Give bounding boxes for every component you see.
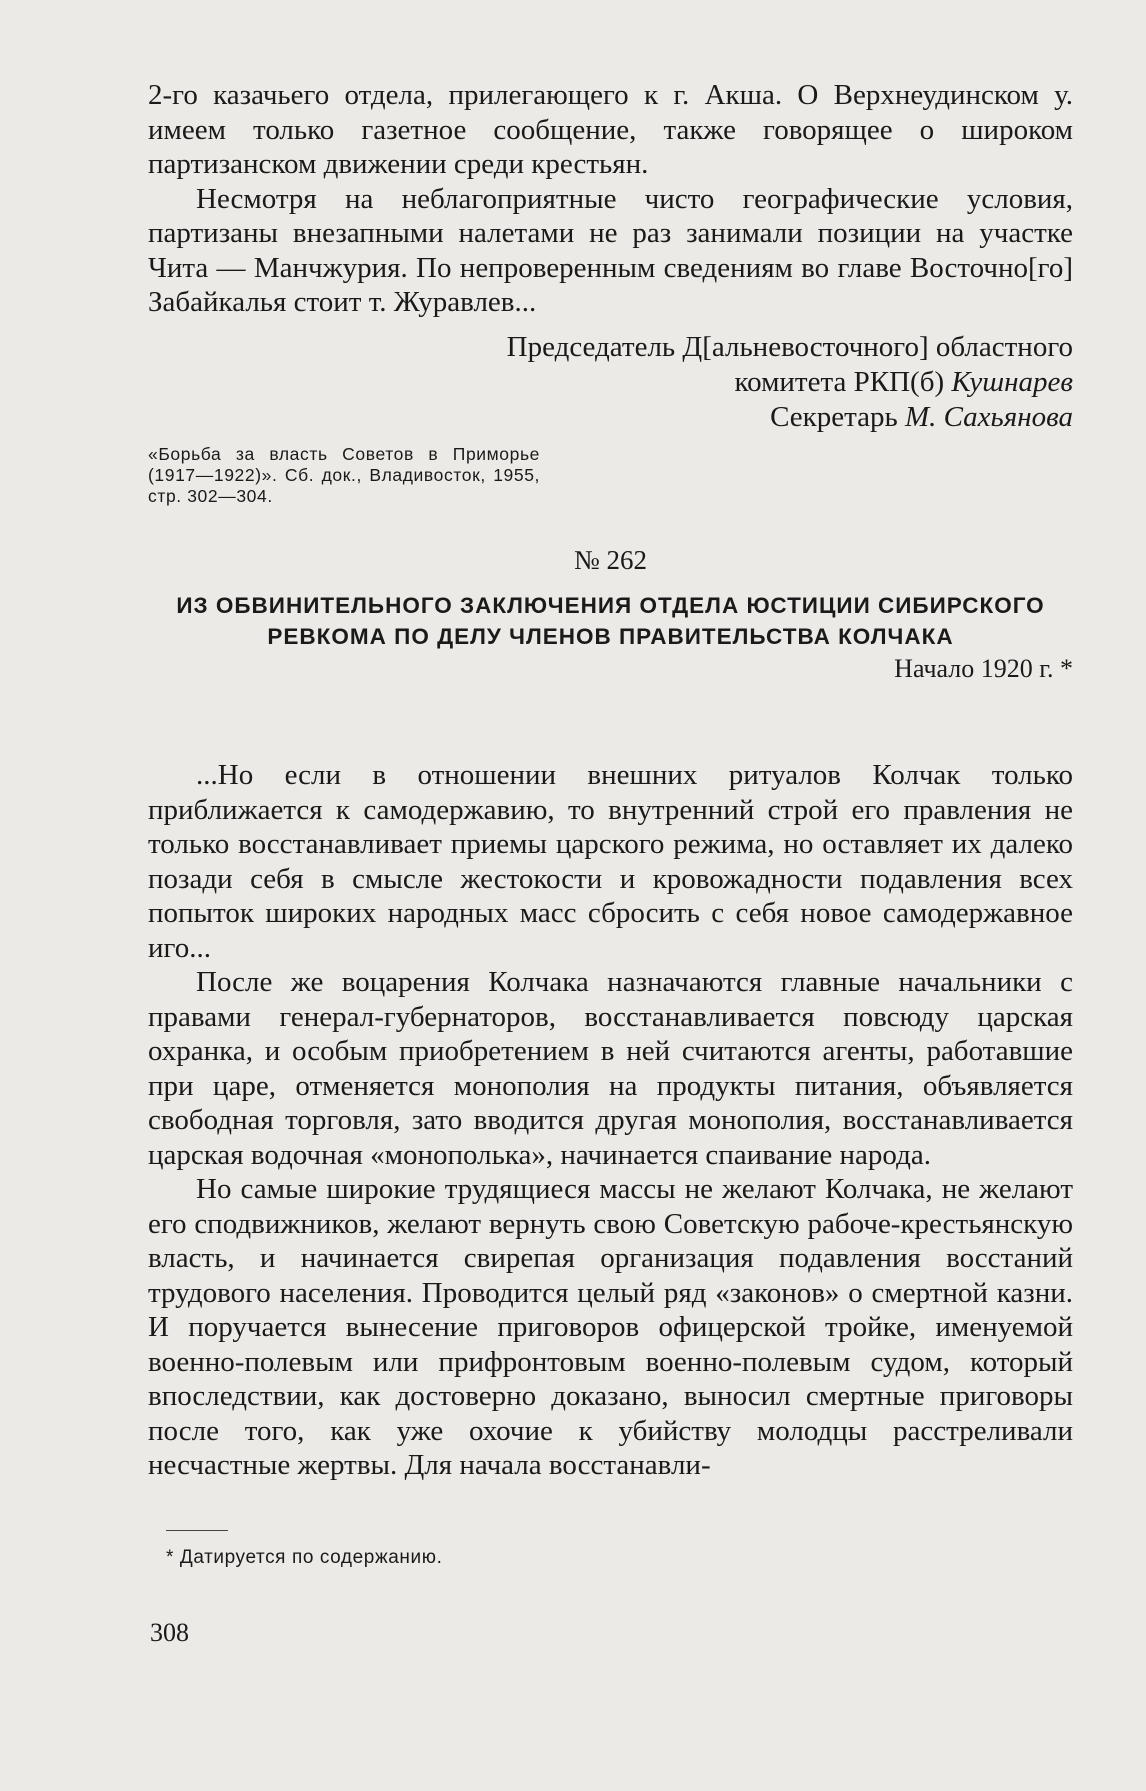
page-number: 308 xyxy=(150,1618,189,1647)
document-header xyxy=(148,545,1073,684)
signature-title-2: комитета РКП(б) xyxy=(734,366,952,398)
signature-title-3: Секретарь xyxy=(770,401,905,433)
document-date: Начало 1920 г. * xyxy=(894,654,1073,683)
signature-line-1: Председатель Д[альневосточного] областного xyxy=(506,331,1073,363)
intro-paragraph-1: 2-го казачьего отдела, прилегающего к г. Акша. О Верхнеудинском у. имеем только газетное сообщение, также говорящее о широком партизанском движении среди крестьян. xyxy=(148,79,1073,180)
body-text xyxy=(148,758,1073,1483)
document-number: № 262 xyxy=(573,545,647,575)
footnote: * Датируется по содержанию. xyxy=(166,1547,443,1568)
body-paragraph-2: После же воцарения Колчака назначаются главные начальники с правами генерал-губернаторов, восстанавливается повсюду царская охранка, и особым приобретением в ней считаются агенты, работавшие при царе, отменяется монополия на продукты питания, объявляется свободная торговля, зато вводится другая монополия, восстанавливается царская водочная «монополька», начинается спаивание народа. xyxy=(148,966,1073,1171)
source-block xyxy=(148,444,1073,507)
intro-text xyxy=(148,78,1073,320)
signature-block xyxy=(148,330,1073,435)
page-number-block xyxy=(150,1618,1075,1648)
intro-paragraph-2: Несмотря на неблагоприятные чисто географические условия, партизаны внезапными налетами не раз занимали позиции на участке Чита — Манчжурия. По непроверенным сведениям во главе Восточно[го] Забайкалья стоит т. Журавлев... xyxy=(148,182,1073,318)
footnote-block xyxy=(166,1547,1091,1569)
signature-name-sakhyanova: М. Сахьянова xyxy=(904,401,1073,433)
body-paragraph-1: ...Но если в отношении внешних ритуалов Колчак только приближается к самодержавию, то внутренний строй его правления не только восстанавливает приемы царского режима, но оставляет их далеко позади себя в смысле жестокости и кровожадности подавления всех попыток широких народных масс сбросить с себя новое самодержавное иго... xyxy=(148,759,1073,964)
signature-line-3 xyxy=(148,400,1073,435)
signature-name-kushnarev: Кушнарев xyxy=(951,366,1073,398)
signature-line-2 xyxy=(148,365,1073,400)
source-citation: «Борьба за власть Советов в Приморье (1917—1922)». Сб. док., Владивосток, 1955, стр. 302—304. xyxy=(148,444,540,506)
document-title: ИЗ ОБВИНИТЕЛЬНОГО ЗАКЛЮЧЕНИЯ ОТДЕЛА ЮСТИЦИИ СИБИРСКОГО РЕВКОМА ПО ДЕЛУ ЧЛЕНОВ ПРАВИТЕЛЬСТВА КОЛЧАКА xyxy=(176,593,1045,649)
footnote-rule xyxy=(166,1530,228,1531)
body-paragraph-3: Но самые широкие трудящиеся массы не желают Колчака, не желают его сподвижников, желают вернуть свою Советскую рабоче-крестьянскую власть, и начинается свирепая организация подавления восстаний трудового населения. Проводится целый ряд «законов» о смертной казни. И поручается вынесение приговоров офицерской тройке, именуемой военно-полевым или прифронтовым военно-полевым судом, который впоследствии, как достоверно доказано, выносил смертные приговоры после того, как уже охочие к убийству молодцы расстреливали несчастные жертвы. Для начала восстанавли- xyxy=(148,1173,1073,1481)
